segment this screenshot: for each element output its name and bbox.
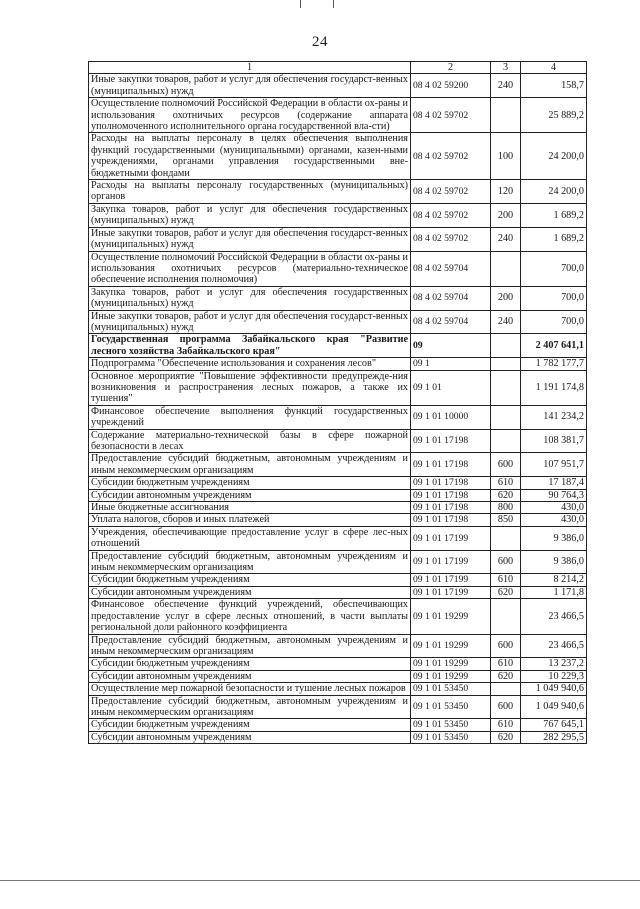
row-expense-type-cell [491, 599, 521, 634]
row-code-cell: 08 4 02 59704 [411, 286, 491, 310]
row-name-cell: Предоставление субсидий бюджетным, автономным учреждениям и иным некоммерческим организациям [89, 453, 411, 477]
row-expense-type-cell: 200 [491, 286, 521, 310]
row-amount-cell: 25 889,2 [521, 98, 587, 133]
row-name-cell: Субсидии бюджетным учреждениям [89, 658, 411, 670]
row-expense-type-cell: 240 [491, 74, 521, 98]
table-row [89, 203, 587, 227]
row-code-cell: 09 1 01 17198 [411, 502, 491, 514]
row-expense-type-cell: 120 [491, 180, 521, 204]
row-code-cell: 08 4 02 59702 [411, 227, 491, 251]
row-name-cell: Предоставление субсидий бюджетным, автономным учреждениям и иным некоммерческим организациям [89, 695, 411, 719]
bottom-scan-line [0, 880, 640, 881]
row-code-cell: 09 1 01 17199 [411, 550, 491, 574]
row-expense-type-cell: 240 [491, 310, 521, 334]
row-amount-cell: 1 049 940,6 [521, 695, 587, 719]
row-amount-cell: 767 645,1 [521, 719, 587, 731]
page-number: 24 [312, 34, 328, 50]
table-row [89, 98, 587, 133]
row-name-cell: Субсидии автономным учреждениям [89, 586, 411, 598]
row-code-cell: 08 4 02 59200 [411, 74, 491, 98]
row-code-cell: 09 1 01 17198 [411, 489, 491, 501]
row-code-cell: 09 [411, 334, 491, 358]
row-expense-type-cell: 850 [491, 514, 521, 526]
table-row [89, 310, 587, 334]
row-amount-cell: 430,0 [521, 502, 587, 514]
row-code-cell: 09 1 01 17199 [411, 526, 491, 550]
table-row [89, 477, 587, 489]
table-row [89, 251, 587, 286]
table-row [89, 429, 587, 453]
table-row [89, 180, 587, 204]
row-code-cell: 09 1 01 17198 [411, 514, 491, 526]
table-row [89, 453, 587, 477]
row-name-cell: Субсидии автономным учреждениям [89, 731, 411, 743]
row-expense-type-cell: 200 [491, 203, 521, 227]
row-amount-cell: 8 214,2 [521, 574, 587, 586]
row-expense-type-cell: 100 [491, 133, 521, 180]
row-amount-cell: 1 782 177,7 [521, 358, 587, 370]
row-amount-cell: 282 295,5 [521, 731, 587, 743]
row-amount-cell: 1 049 940,6 [521, 683, 587, 695]
table-row [89, 334, 587, 358]
row-expense-type-cell [491, 429, 521, 453]
row-name-cell: Иные бюджетные ассигнования [89, 502, 411, 514]
row-expense-type-cell: 620 [491, 670, 521, 682]
budget-table [88, 61, 587, 744]
row-name-cell: Осуществление мер пожарной безопасности и тушение лесных пожаров [89, 683, 411, 695]
row-expense-type-cell: 610 [491, 719, 521, 731]
row-code-cell: 09 1 01 [411, 370, 491, 405]
table-row [89, 74, 587, 98]
row-code-cell: 09 1 01 17198 [411, 477, 491, 489]
row-name-cell: Содержание материально-технической базы в сфере пожарной безопасности в лесах [89, 429, 411, 453]
row-code-cell: 09 1 01 17199 [411, 586, 491, 598]
row-code-cell: 08 4 02 59702 [411, 98, 491, 133]
table-row [89, 550, 587, 574]
row-code-cell: 08 4 02 59702 [411, 180, 491, 204]
row-amount-cell: 158,7 [521, 74, 587, 98]
row-expense-type-cell: 610 [491, 658, 521, 670]
table-row [89, 286, 587, 310]
row-expense-type-cell [491, 358, 521, 370]
row-name-cell: Субсидии бюджетным учреждениям [89, 574, 411, 586]
row-amount-cell: 24 200,0 [521, 180, 587, 204]
row-amount-cell: 1 689,2 [521, 227, 587, 251]
row-amount-cell: 108 381,7 [521, 429, 587, 453]
row-expense-type-cell [491, 526, 521, 550]
row-name-cell: Государственная программа Забайкальского края "Развитие лесного хозяйства Забайкальского края" [89, 334, 411, 358]
row-expense-type-cell: 620 [491, 489, 521, 501]
row-expense-type-cell: 600 [491, 550, 521, 574]
row-amount-cell: 700,0 [521, 286, 587, 310]
row-code-cell: 08 4 02 59704 [411, 251, 491, 286]
row-amount-cell: 700,0 [521, 310, 587, 334]
row-code-cell: 09 1 01 53450 [411, 683, 491, 695]
row-code-cell: 09 1 01 19299 [411, 658, 491, 670]
row-expense-type-cell: 800 [491, 502, 521, 514]
row-expense-type-cell [491, 251, 521, 286]
row-name-cell: Подпрограмма "Обеспечение использования и сохранения лесов" [89, 358, 411, 370]
table-row [89, 489, 587, 501]
row-code-cell: 09 1 01 53450 [411, 719, 491, 731]
table-row [89, 370, 587, 405]
row-code-cell: 09 1 01 19299 [411, 670, 491, 682]
row-name-cell: Осуществление полномочий Российской Федерации в области ох-раны и использования охотничьих ресурсов (содержание аппарата уполномоченного исполнительного органа государственной вла-сти) [89, 98, 411, 133]
row-expense-type-cell: 240 [491, 227, 521, 251]
row-expense-type-cell: 610 [491, 477, 521, 489]
row-amount-cell: 90 764,3 [521, 489, 587, 501]
row-amount-cell: 1 689,2 [521, 203, 587, 227]
row-name-cell: Расходы на выплаты персоналу в целях обеспечения выполнения функций государственными (муниципальными) органами, казен-ными учреждениями, органами управления государственными вне-бюджетными фондами [89, 133, 411, 180]
table-row [89, 526, 587, 550]
row-amount-cell: 430,0 [521, 514, 587, 526]
row-amount-cell: 10 229,3 [521, 670, 587, 682]
table-row [89, 719, 587, 731]
row-amount-cell: 107 951,7 [521, 453, 587, 477]
row-code-cell: 09 1 01 53450 [411, 731, 491, 743]
row-code-cell: 09 1 01 17199 [411, 574, 491, 586]
row-name-cell: Субсидии автономным учреждениям [89, 489, 411, 501]
row-amount-cell: 23 466,5 [521, 634, 587, 658]
row-name-cell: Осуществление полномочий Российской Федерации в области ох-раны и использования охотничьих ресурсов (материально-техническое обеспечение исполнения полномочия) [89, 251, 411, 286]
row-name-cell: Финансовое обеспечение функций учреждений, обеспечивающих предоставление услуг в сфере лесных отношений, в части выплаты региональной доли районного коэффициента [89, 599, 411, 634]
table-row [89, 502, 587, 514]
row-amount-cell: 1 171,8 [521, 586, 587, 598]
table-row [89, 599, 587, 634]
table-row [89, 670, 587, 682]
row-expense-type-cell: 600 [491, 695, 521, 719]
table-header [89, 62, 587, 74]
header-col-4: 4 [521, 62, 587, 74]
table-row [89, 586, 587, 598]
table-body [89, 74, 587, 744]
row-expense-type-cell: 620 [491, 731, 521, 743]
table-row [89, 514, 587, 526]
row-name-cell: Закупка товаров, работ и услуг для обеспечения государственных (муниципальных) нужд [89, 286, 411, 310]
row-name-cell: Субсидии автономным учреждениям [89, 670, 411, 682]
table-row [89, 358, 587, 370]
row-name-cell: Иные закупки товаров, работ и услуг для обеспечения государст-венных (муниципальных) нужд [89, 310, 411, 334]
row-name-cell: Субсидии бюджетным учреждениям [89, 719, 411, 731]
row-name-cell: Закупка товаров, работ и услуг для обеспечения государственных (муниципальных) нужд [89, 203, 411, 227]
row-code-cell: 09 1 01 17198 [411, 453, 491, 477]
table-row [89, 731, 587, 743]
row-amount-cell: 24 200,0 [521, 133, 587, 180]
table-row [89, 227, 587, 251]
row-expense-type-cell: 600 [491, 453, 521, 477]
row-code-cell: 09 1 01 10000 [411, 405, 491, 429]
row-expense-type-cell [491, 334, 521, 358]
row-name-cell: Предоставление субсидий бюджетным, автономным учреждениям и иным некоммерческим организациям [89, 550, 411, 574]
row-name-cell: Расходы на выплаты персоналу государственных (муниципальных) органов [89, 180, 411, 204]
row-amount-cell: 141 234,2 [521, 405, 587, 429]
row-code-cell: 09 1 01 19299 [411, 599, 491, 634]
header-col-2: 2 [411, 62, 491, 74]
row-amount-cell: 9 386,0 [521, 550, 587, 574]
row-name-cell: Иные закупки товаров, работ и услуг для обеспечения государст-венных (муниципальных) нужд [89, 227, 411, 251]
row-amount-cell: 1 191 174,8 [521, 370, 587, 405]
row-amount-cell: 13 237,2 [521, 658, 587, 670]
table-row [89, 574, 587, 586]
row-amount-cell: 9 386,0 [521, 526, 587, 550]
row-amount-cell: 700,0 [521, 251, 587, 286]
scan-mark-left [300, 0, 301, 8]
row-expense-type-cell [491, 98, 521, 133]
row-amount-cell: 2 407 641,1 [521, 334, 587, 358]
row-name-cell: Субсидии бюджетным учреждениям [89, 477, 411, 489]
row-expense-type-cell: 620 [491, 586, 521, 598]
header-col-1: 1 [89, 62, 411, 74]
row-name-cell: Уплата налогов, сборов и иных платежей [89, 514, 411, 526]
row-name-cell: Финансовое обеспечение выполнения функций государственных учреждений [89, 405, 411, 429]
table-row [89, 695, 587, 719]
row-code-cell: 09 1 01 17198 [411, 429, 491, 453]
row-code-cell: 09 1 01 19299 [411, 634, 491, 658]
row-expense-type-cell: 610 [491, 574, 521, 586]
row-expense-type-cell [491, 405, 521, 429]
row-expense-type-cell: 600 [491, 634, 521, 658]
table-row [89, 405, 587, 429]
row-amount-cell: 23 466,5 [521, 599, 587, 634]
row-expense-type-cell [491, 370, 521, 405]
row-name-cell: Иные закупки товаров, работ и услуг для обеспечения государст-венных (муниципальных) нужд [89, 74, 411, 98]
header-row [89, 62, 587, 74]
table-row [89, 683, 587, 695]
row-expense-type-cell [491, 683, 521, 695]
header-col-3: 3 [491, 62, 521, 74]
table-row [89, 634, 587, 658]
scan-mark-right [333, 0, 334, 8]
row-code-cell: 08 4 02 59702 [411, 133, 491, 180]
row-code-cell: 08 4 02 59704 [411, 310, 491, 334]
row-code-cell: 08 4 02 59702 [411, 203, 491, 227]
row-name-cell: Учреждения, обеспечивающие предоставление услуг в сфере лес-ных отношений [89, 526, 411, 550]
table-row [89, 133, 587, 180]
row-code-cell: 09 1 [411, 358, 491, 370]
row-name-cell: Основное мероприятие "Повышение эффективности предупрежде-ния возникновения и распространения лесных пожаров, а также их тушения" [89, 370, 411, 405]
table-row [89, 658, 587, 670]
row-code-cell: 09 1 01 53450 [411, 695, 491, 719]
row-name-cell: Предоставление субсидий бюджетным, автономным учреждениям и иным некоммерческим организациям [89, 634, 411, 658]
row-amount-cell: 17 187,4 [521, 477, 587, 489]
